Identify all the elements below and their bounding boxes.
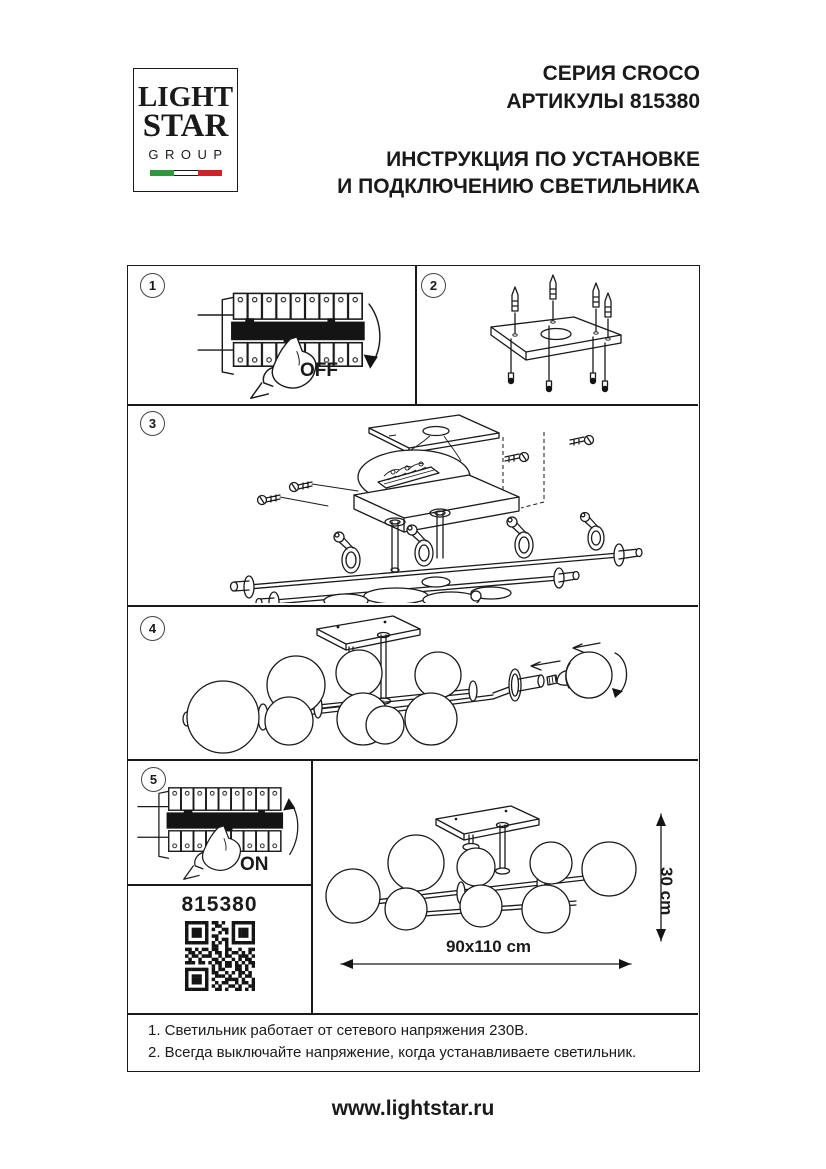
step-2-badge: 2: [421, 273, 446, 298]
title-line-1: ИНСТРУКЦИЯ ПО УСТАНОВКЕ: [386, 148, 700, 171]
lightstar-logo: [133, 68, 238, 192]
divider: [415, 266, 417, 404]
step-4-badge: 4: [140, 616, 165, 641]
canopy-wiring-assembly-illustration: [146, 410, 686, 603]
divider: [128, 605, 698, 607]
flag-red-segment: [198, 170, 222, 176]
width-dimension-label: 90x110 cm: [445, 937, 532, 956]
on-label: ON: [240, 854, 269, 875]
circuit-breaker-on-illustration: [136, 778, 306, 885]
article-numbers: АРТИКУЛЫ 815380: [506, 90, 700, 113]
instruction-grid: [127, 265, 700, 1072]
website-url: www.lightstar.ru: [331, 1097, 495, 1120]
note-line-1: 1. Светильник работает от сетевого напряжения 230В.: [148, 1022, 529, 1039]
header-series-block: [506, 60, 700, 116]
divider: [128, 1013, 698, 1015]
title-line-2: И ПОДКЛЮЧЕНИЮ СВЕТИЛЬНИКА: [337, 175, 700, 198]
logo-light-text: LIGHT: [137, 81, 234, 113]
fixture-dimensions-illustration: [311, 759, 701, 1013]
step-3-badge: 3: [140, 411, 165, 436]
off-label: OFF: [300, 360, 338, 381]
height-dimension-label: 30 cm: [657, 866, 676, 916]
globe-installation-illustration: [153, 609, 678, 757]
step-1-badge: 1: [140, 273, 165, 298]
safety-notes: [148, 1020, 636, 1063]
flag-white-segment: [174, 170, 198, 176]
mounting-plate-illustration: [453, 273, 683, 401]
article-number: 815380: [181, 893, 258, 916]
italian-flag-bar: [150, 170, 222, 176]
flag-green-segment: [150, 170, 174, 176]
step-5-badge: 5: [141, 767, 166, 792]
series-name: СЕРИЯ CROCO: [542, 62, 700, 85]
logo-star-text: STAR: [142, 108, 229, 144]
qr-code: [185, 921, 255, 991]
logo-group-text: GROUP: [148, 147, 229, 162]
note-line-2: 2. Всегда выключайте напряжение, когда устанавливаете светильник.: [148, 1043, 637, 1061]
circuit-breaker-off-illustration: [196, 282, 391, 405]
page-title: [337, 146, 700, 200]
